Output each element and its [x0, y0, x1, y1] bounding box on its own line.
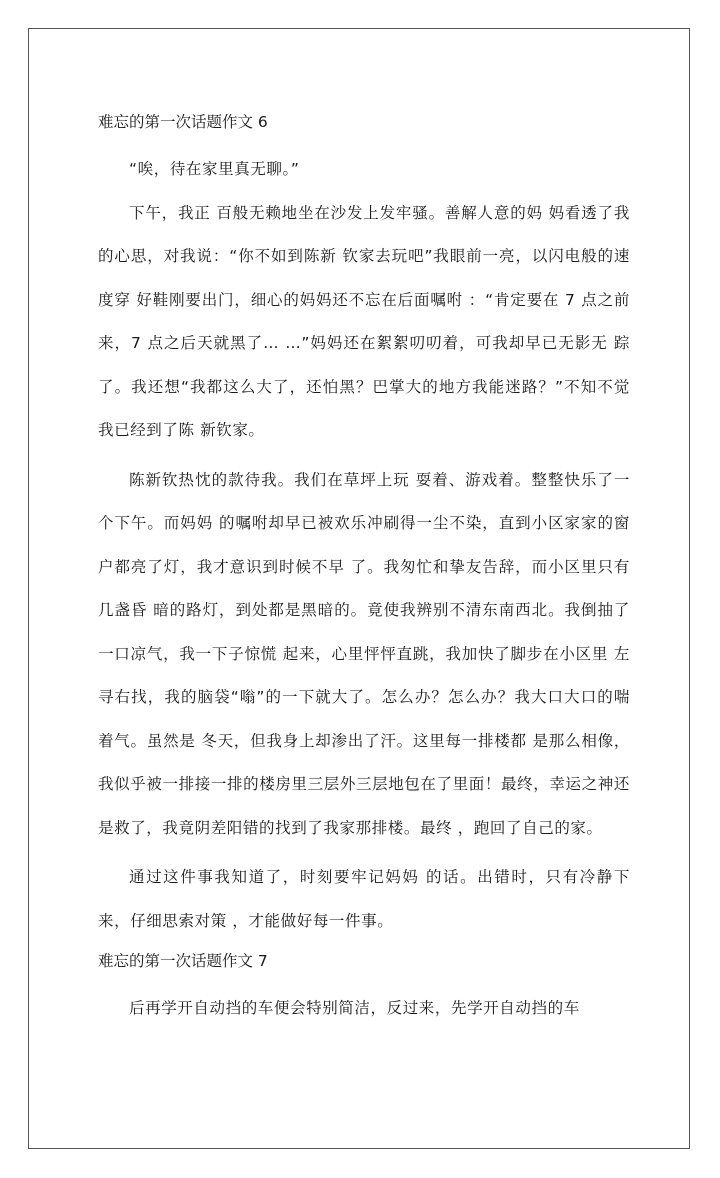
paragraph: 下午，我正 百般无赖地坐在沙发上发牢骚。善解人意的妈 妈看透了我的心思，对我说：“你不如到陈新 钦家去玩吧”我眼前一亮，以闪电般的速度穿 好鞋刚要出门，细心的妈妈还不忘在后面嘱咐 ：“肯定要在 7 点之前来，7 点之后天就黑了… …”妈妈还在絮絮叨叨着，可我却早已无影无 踪了。我还想“我都这么大了，还怕黑？巴掌大的地方我能迷路？”不知不觉我已经到了陈 新钦家。 [98, 203, 630, 439]
section-heading-7: 难忘的第一次话题作文 7 [98, 952, 268, 970]
paragraph: 后再学开自动挡的车便会特别简洁，反过来，先学开自动挡的车 [129, 999, 580, 1017]
paragraph: 陈新钦热忱的款待我。我们在草坪上玩 耍着、游戏着。整整快乐了一个下午。而妈妈 的嘱咐却早已被欢乐冲刷得一尘不染，直到小区家家的窗户都亮了灯，我才意识到时候不早 了。我匆忙和挚友告辞，而小区里只有几盏昏 暗的路灯，到处都是黑暗的。竟使我辨别不清东南西北。我倒抽了一口凉气，我一下子惊慌 起来，心里怦怦直跳，我加快了脚步在小区里 左寻右找，我的脑袋“嗡”的一下就大了。怎么办？怎么办？我大口大口的喘着气。虽然是 冬天，但我身上却渗出了汗。这里每一排楼都 是那么相像，我似乎被一排接一排的楼房里三层外三层地包在了里面！最终，幸运之神还是救了，我竟阴差阳错的找到了我家那排楼。最终 ，跑回了自己的家。 [98, 470, 630, 837]
paragraph: “唉，待在家里真无聊。” [129, 160, 300, 178]
paragraph: 通过这件事我知道了，时刻要牢记妈妈 的话。出错时，只有冷静下来，仔细思索对策 ，才能做好每一件事。 [98, 868, 630, 930]
section-heading-6: 难忘的第一次话题作文 6 [98, 113, 268, 131]
document-body [98, 104, 630, 1031]
